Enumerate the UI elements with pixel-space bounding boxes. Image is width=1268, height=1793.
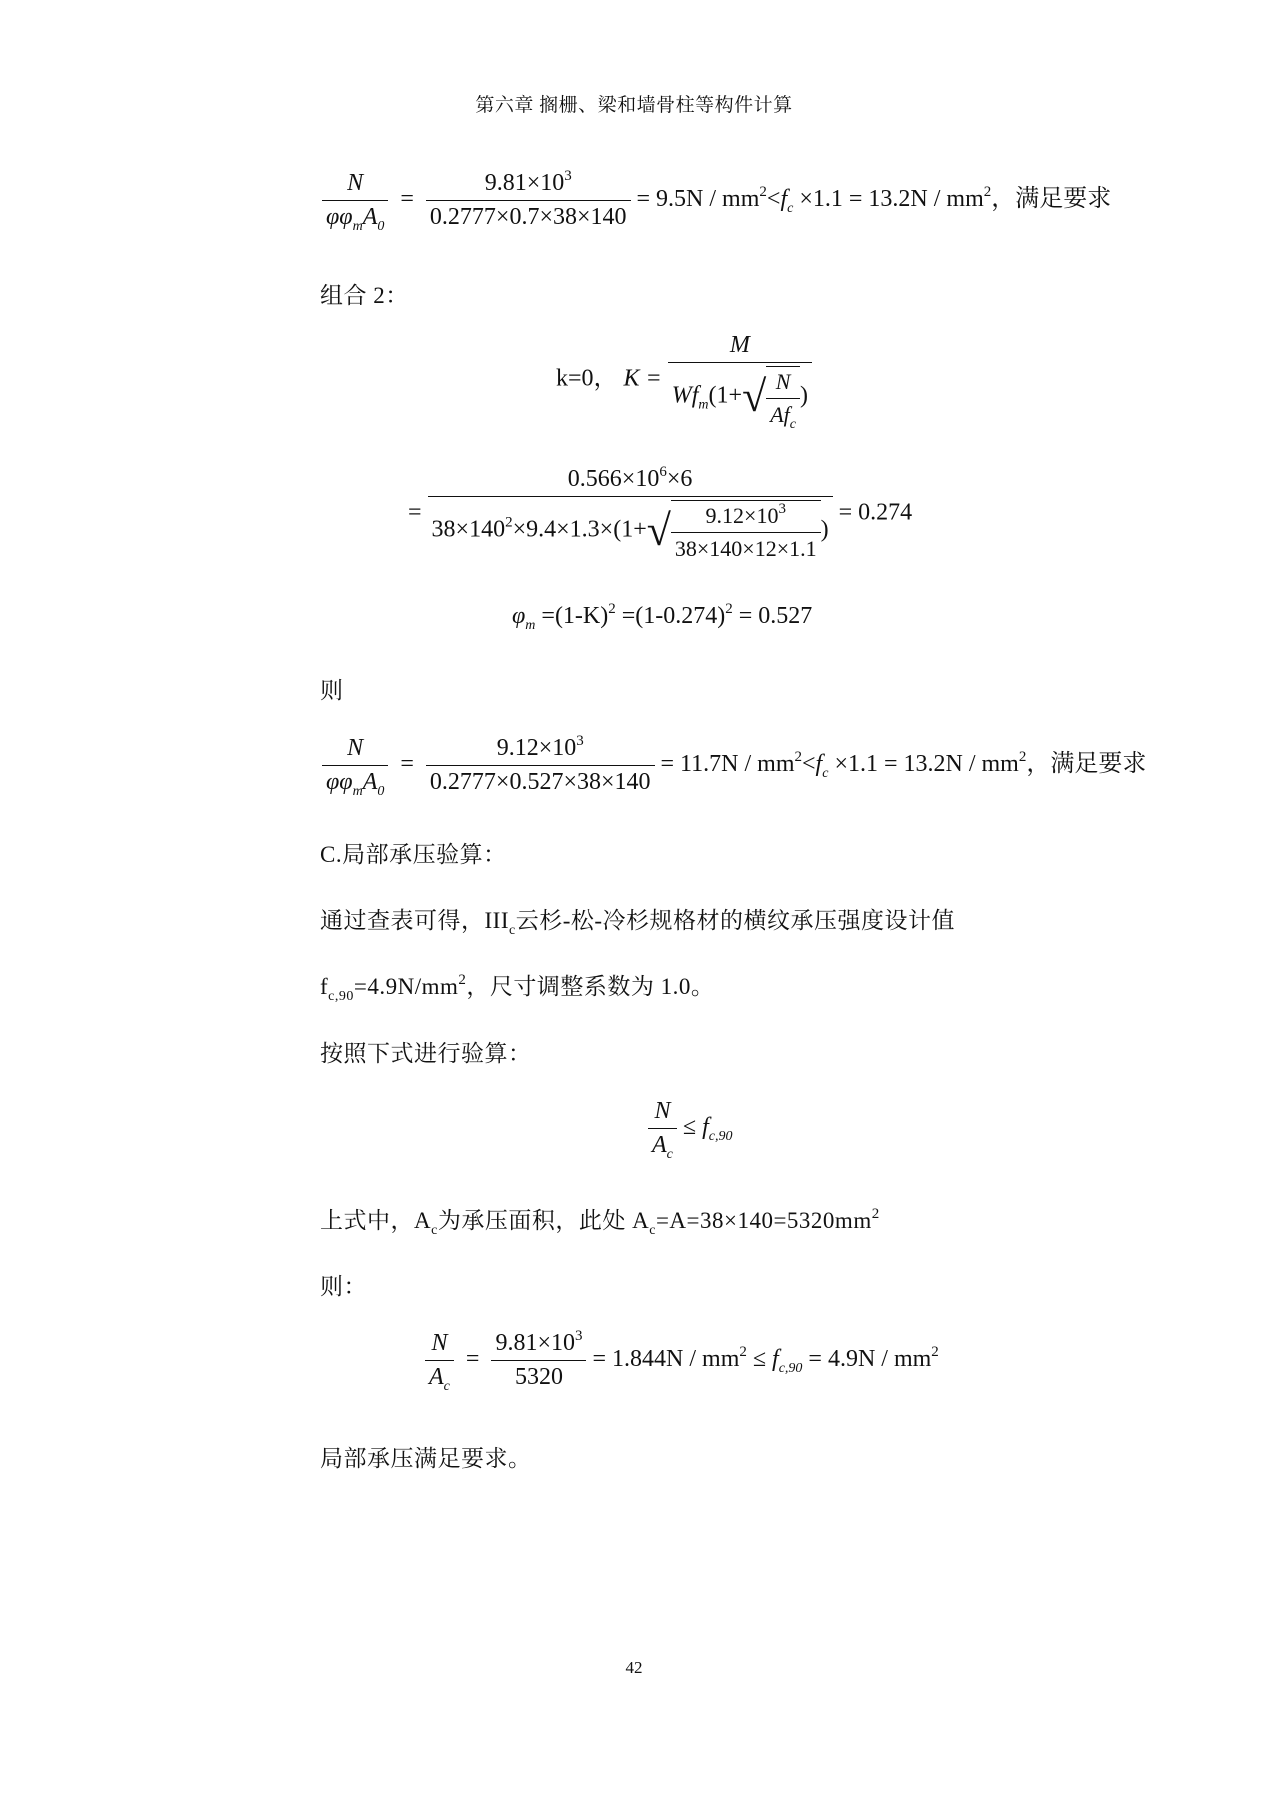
equation-phi-m: $\varphi_m =(1-K)^2 =(1-0.274)^2 = 0.527$ — [512, 601, 813, 633]
section-c-heading: C.局部承压验算： — [320, 842, 507, 867]
eq1-lhs-fraction — [322, 170, 388, 234]
eq1-mid-fraction: $\frac{9.81\times 10^3}{0.2777\times 0.7\times 38\times 140}$ — [426, 170, 631, 231]
eqk-sqrt: √ $\frac{N}{Af_c}$ — [742, 366, 800, 428]
page-header: 第六章 搁栅、梁和墙骨柱等构件计算 — [475, 95, 793, 116]
eq1-result: = $9.5N / mm^2$ — [636, 184, 767, 213]
then-label-1: 则 — [320, 678, 344, 703]
eq1-suffix: ，满足要求 — [991, 186, 1112, 213]
equation-k-numeric: = $0.566\times 10^6\times 6$ $38\times 140^2\times 9.4\times 1.3\times(1+√$ $\frac{9.12\times 10^3}{38\times 140\times 12\times 1.1}$ ) = 0.274 — [408, 464, 913, 561]
paragraph-4: 上式中，$A_c$为承压面积，此处 $A_c=A=38\times 140=5320mm^2$ — [320, 1206, 880, 1238]
eqk-fraction: M $Wf_m(1+√$ $\frac{N}{Af_c}$ ) — [668, 332, 812, 428]
paragraph-1: 通过查表可得，$III_c$云杉-松-冷杉规格材的横纹承压强度设计值 — [320, 908, 956, 938]
equation-1: $\frac{N}{\varphi\varphi_mA_0}$ = $\frac{9.81\times 10^3}{0.2777\times 0.7\times 38\times 140}$ = $9.5N / mm^2<f_c \times 1.1 = 13.2N / mm^2$，满足要求 — [322, 170, 1111, 231]
paragraph-2: $f_{c,90}=4.9N/mm^2$，尺寸调整系数为 1.0。 — [320, 972, 715, 1004]
eqk2-result: = 0.274 — [838, 499, 913, 526]
eqk2-fraction: $0.566\times 10^6\times 6$ $38\times 140^2\times 9.4\times 1.3\times(1+√$ $\frac{9.12\times 10^3}{38\times 140\times 12\times 1.1}$ ) — [428, 466, 833, 562]
eq1-lhs-num: N — [347, 170, 364, 196]
equation-4: $\frac{N}{A_c}$ = $\frac{9.81\times 10^3}{5320}$ = $1.844N / mm^2 \le f_{c,90} = 4.9N / mm^2$ — [425, 1330, 939, 1391]
equation-2: $\frac{N}{\varphi\varphi_mA_0}$ = $\frac{9.12\times 10^3}{0.2777\times 0.527\times 38\times 140}$ = $11.7N / mm^2<f_c \times 1.1 = 13.2N / mm^2$，满足要求 — [322, 735, 1146, 796]
eqk-prefix: k=0， — [556, 365, 618, 392]
paragraph-3: 按照下式进行验算： — [320, 1041, 532, 1066]
equation-3: $\frac{N}{A_c}$ ≤ $f_{c,90}$ — [648, 1098, 732, 1159]
then-label-2: 则： — [320, 1274, 367, 1299]
equation-k: k=0， K = M $Wf_m(1+√$ $\frac{N}{Af_c}$ ) — [556, 332, 812, 428]
conclusion: 局部承压满足要求。 — [320, 1446, 532, 1471]
eq1-lhs-den: $\varphi\varphi_mA_0$ — [322, 200, 388, 231]
page-number: 42 — [625, 1658, 643, 1677]
combo-2-label: 组合 2： — [320, 283, 409, 308]
